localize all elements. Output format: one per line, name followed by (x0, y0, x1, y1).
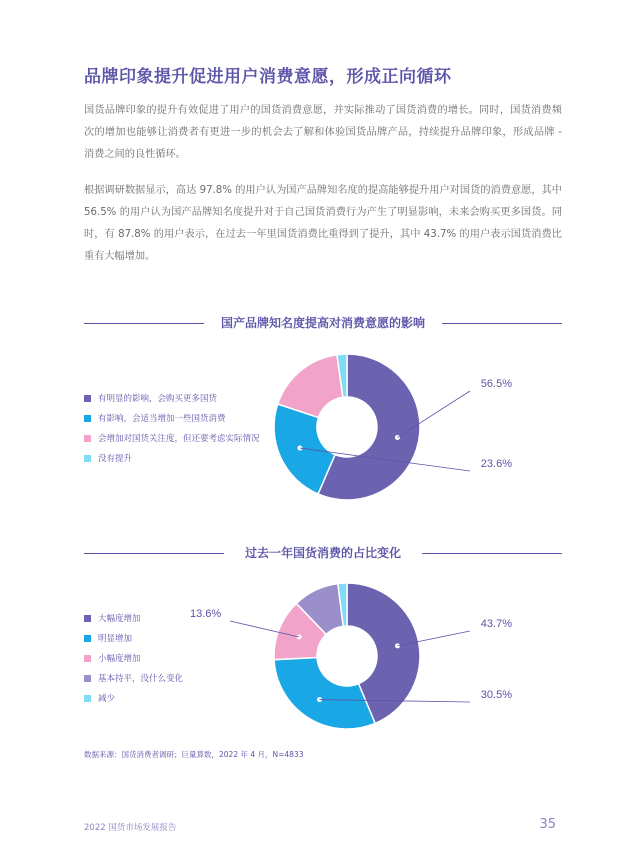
data-label: 30.5% (480, 689, 512, 701)
footer-report-name: 2022 国货市场发展报告 (84, 823, 177, 833)
page-number: 35 (539, 817, 556, 832)
legend-label: 大幅度增加 (98, 614, 141, 624)
donut-slice (274, 658, 375, 729)
data-label: 23.6% (480, 458, 512, 470)
data-source-note: 数据来源：国货消费者调研；巨量算数，2022 年 4 月，N=4833 (84, 750, 304, 759)
data-label: 56.5% (480, 378, 512, 390)
chart2-title: 过去一年国货消费的占比变化 (237, 546, 409, 560)
legend-label: 没有提升 (98, 454, 133, 464)
chart1-title: 国产品牌知名度提高对消费意愿的影响 (213, 316, 433, 330)
page-title: 品牌印象提升促进用户消费意愿，形成正向循环 (84, 67, 452, 87)
legend-label: 会增加对国货关注度，但还要考虑实际情况 (98, 434, 260, 444)
legend-label: 有明显的影响，会购买更多国货 (98, 394, 218, 404)
legend-label: 明显增加 (98, 634, 133, 644)
legend-label: 基本持平，没什么变化 (98, 674, 184, 684)
legend-label: 有影响，会适当增加一些国货消费 (98, 414, 226, 424)
legend-label: 减少 (98, 694, 116, 704)
data-label: 13.6% (190, 608, 222, 620)
data-label: 43.7% (480, 618, 512, 630)
intro-paragraph: 国货品牌印象的提升有效促进了用户的国货消费意愿，并实际推动了国货消费的增长。同时，国货消费频次的增加也能够让消费者有更进一步的机会去了解和体验国货品牌产品，持续提升品牌印象，形成品牌 - 消费之间的良性循环。 (84, 105, 562, 160)
data-paragraph: 根据调研数据显示，高达 97.8% 的用户认为国产品牌知名度的提高能够提升用户对国货的消费意愿，其中 56.5% 的用户认为国产品牌知名度提升对于自己国货消费行为产生了明显影响，未来会购买更多国货。同时，有 87.8% 的用户表示，在过去一年里国货消费比重得到了提升，其中 43.7% 的用户表示国货消费比重有大幅增加。 (84, 185, 562, 262)
legend-label: 小幅度增加 (98, 654, 141, 664)
